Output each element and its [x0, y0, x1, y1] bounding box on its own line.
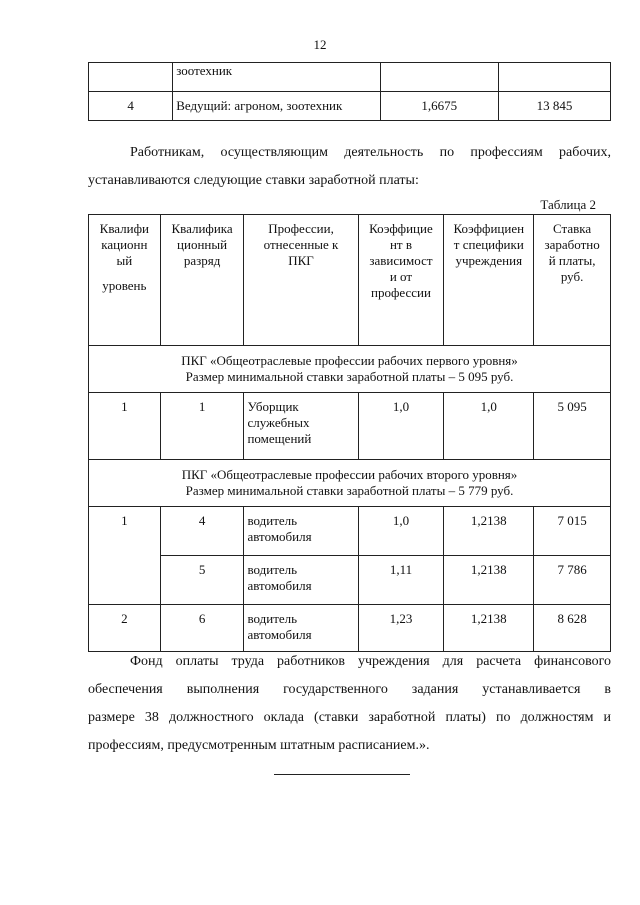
header-qualification-grade: Квалифика ционный разряд [160, 215, 244, 346]
cell-rate: 5 095 [534, 393, 611, 460]
closing-line: размере 38 должностного оклада (ставки заработной платы) по должностям и [88, 710, 611, 725]
group-header-second-level: ПКГ «Общеотраслевые профессии рабочих второго уровня» Размер минимальной ставки заработной платы – 5 779 руб. [89, 460, 611, 507]
cell-spec: 1,0 [444, 393, 534, 460]
table-row [89, 92, 611, 121]
cell-grade: 6 [160, 605, 244, 652]
cell-level: 2 [89, 605, 161, 652]
group-header-row [89, 460, 611, 507]
cell-coef: 1,0 [358, 507, 444, 556]
table-cell-num [89, 63, 173, 92]
table-cell-num: 4 [89, 92, 173, 121]
table-row [89, 507, 611, 556]
salary-table-continuation [88, 62, 611, 121]
table-cell-coef: 1,6675 [380, 92, 498, 121]
header-coef-specific: Коэффициен т специфики учреждения [444, 215, 534, 346]
header-coef-profession: Коэффицие нт в зависимост и от профессии [358, 215, 444, 346]
cell-grade: 1 [160, 393, 244, 460]
header-qualification-level: Квалифи кационн ый уровень [89, 215, 161, 346]
separator-line [274, 774, 410, 775]
table-header-row [89, 215, 611, 346]
cell-coef: 1,11 [358, 556, 444, 605]
cell-coef: 1,23 [358, 605, 444, 652]
table-caption: Таблица 2 [540, 197, 596, 212]
intro-paragraph [88, 139, 611, 195]
table-cell-rate: 13 845 [498, 92, 610, 121]
closing-line: Фонд оплаты труда работников учреждения для расчета финансового [130, 654, 611, 669]
cell-rate: 7 015 [534, 507, 611, 556]
cell-grade: 5 [160, 556, 244, 605]
cell-profession: Уборщик служебных помещений [244, 393, 358, 460]
page-number: 12 [313, 37, 327, 52]
cell-profession: водитель автомобиля [244, 556, 358, 605]
cell-profession: водитель автомобиля [244, 605, 358, 652]
worker-rates-table [88, 214, 611, 652]
table-row [89, 393, 611, 460]
cell-coef: 1,0 [358, 393, 444, 460]
cell-level: 1 [89, 507, 161, 605]
table-row [89, 605, 611, 652]
table-row [89, 63, 611, 92]
cell-rate: 7 786 [534, 556, 611, 605]
table-cell-position: зоотехник [173, 63, 381, 92]
cell-grade: 4 [160, 507, 244, 556]
intro-line: устанавливаются следующие ставки заработной платы: [88, 173, 419, 188]
table-cell-coef [380, 63, 498, 92]
table-cell-position: Ведущий: агроном, зоотехник [173, 92, 381, 121]
closing-line: профессиям, предусмотренным штатным расписанием.». [88, 738, 430, 753]
table-row [89, 556, 611, 605]
table-cell-rate [498, 63, 610, 92]
group-header-first-level: ПКГ «Общеотраслевые профессии рабочих первого уровня» Размер минимальной ставки заработной платы – 5 095 руб. [89, 346, 611, 393]
closing-line: обеспечения выполнения государственного задания устанавливается в [88, 682, 611, 697]
cell-spec: 1,2138 [444, 556, 534, 605]
cell-spec: 1,2138 [444, 605, 534, 652]
cell-rate: 8 628 [534, 605, 611, 652]
cell-level: 1 [89, 393, 161, 460]
header-professions: Профессии, отнесенные к ПКГ [244, 215, 358, 346]
cell-profession: водитель автомобиля [244, 507, 358, 556]
cell-spec: 1,2138 [444, 507, 534, 556]
header-rate: Ставка заработно й платы, руб. [534, 215, 611, 346]
intro-line: Работникам, осуществляющим деятельность по профессиям рабочих, [130, 145, 611, 160]
group-header-row [89, 346, 611, 393]
closing-paragraph [88, 648, 611, 760]
